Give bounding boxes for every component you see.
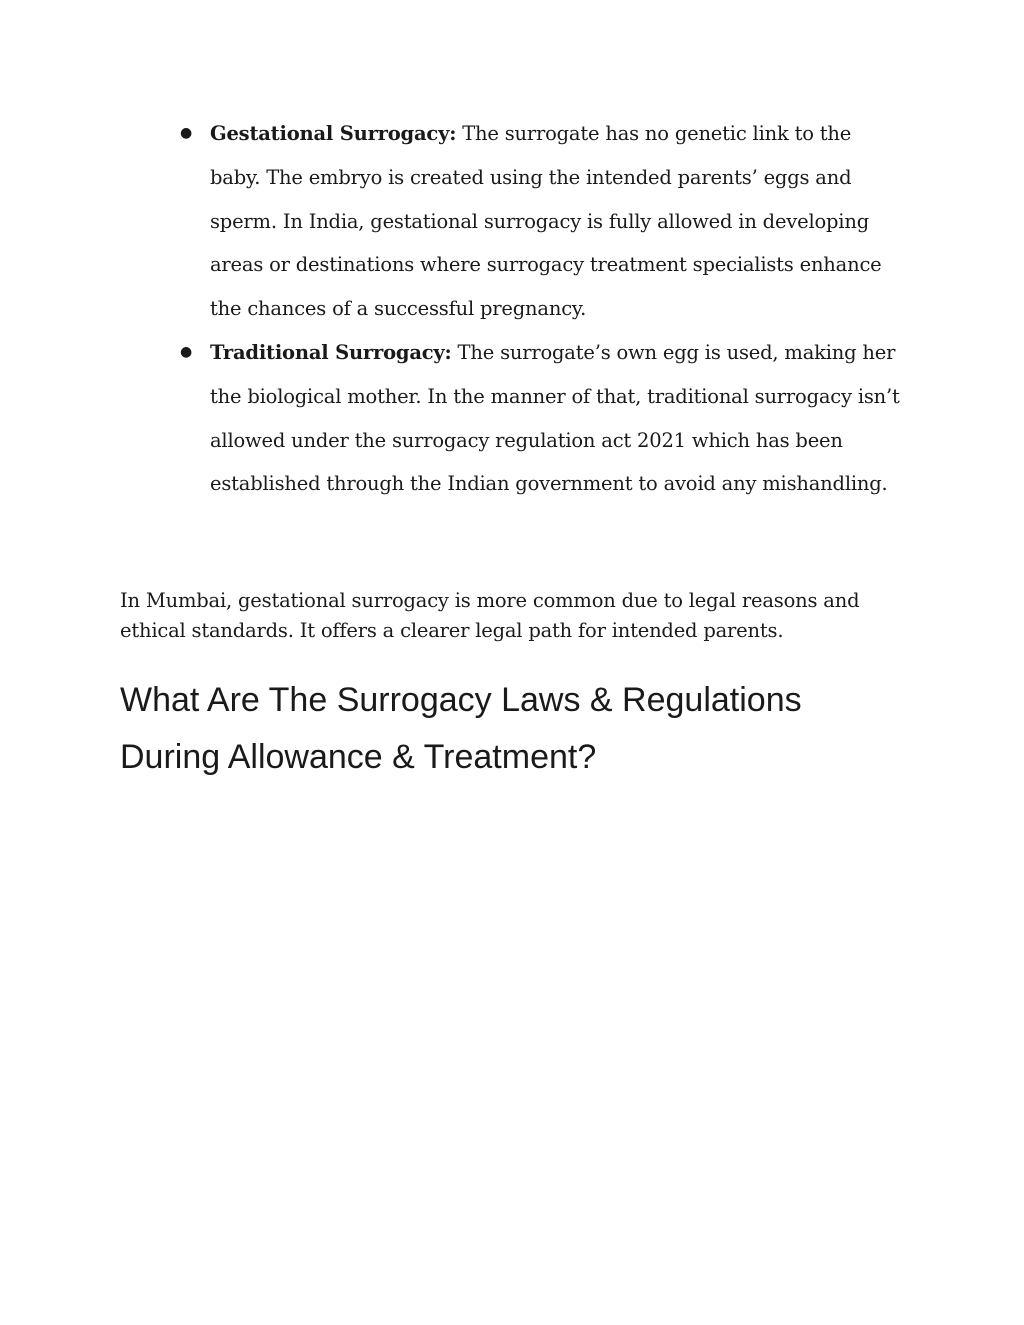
bullet-icon: ● bbox=[180, 343, 193, 360]
section-heading: What Are The Surrogacy Laws & Regulations During Allowance & Treatment? bbox=[120, 681, 802, 776]
description-gestational: The surrogate has no genetic link to the baby. The embryo is created using the intended parents’ eggs and sperm. In India, gestational surrogacy is fully allowed in developing areas or destinations where surrogacy treatment specialists enhance the chances of a successful pregnancy. bbox=[210, 122, 882, 321]
mumbai-paragraph: In Mumbai, gestational surrogacy is more common due to legal reasons and ethical standards. It offers a clearer legal path for intended parents. bbox=[120, 589, 860, 642]
list-item-gestational bbox=[150, 112, 900, 331]
term-traditional: Traditional Surrogacy: bbox=[210, 340, 452, 364]
surrogacy-types-list bbox=[150, 112, 900, 506]
description-traditional: The surrogate’s own egg is used, making her the biological mother. In the manner of that, traditional surrogacy isn’t allowed under the surrogacy regulation act 2021 which has been established through the Indian government to avoid any mishandling. bbox=[210, 340, 900, 496]
bullet-icon: ● bbox=[180, 125, 193, 141]
term-gestational: Gestational Surrogacy: bbox=[210, 122, 457, 145]
list-item-traditional bbox=[150, 331, 900, 506]
